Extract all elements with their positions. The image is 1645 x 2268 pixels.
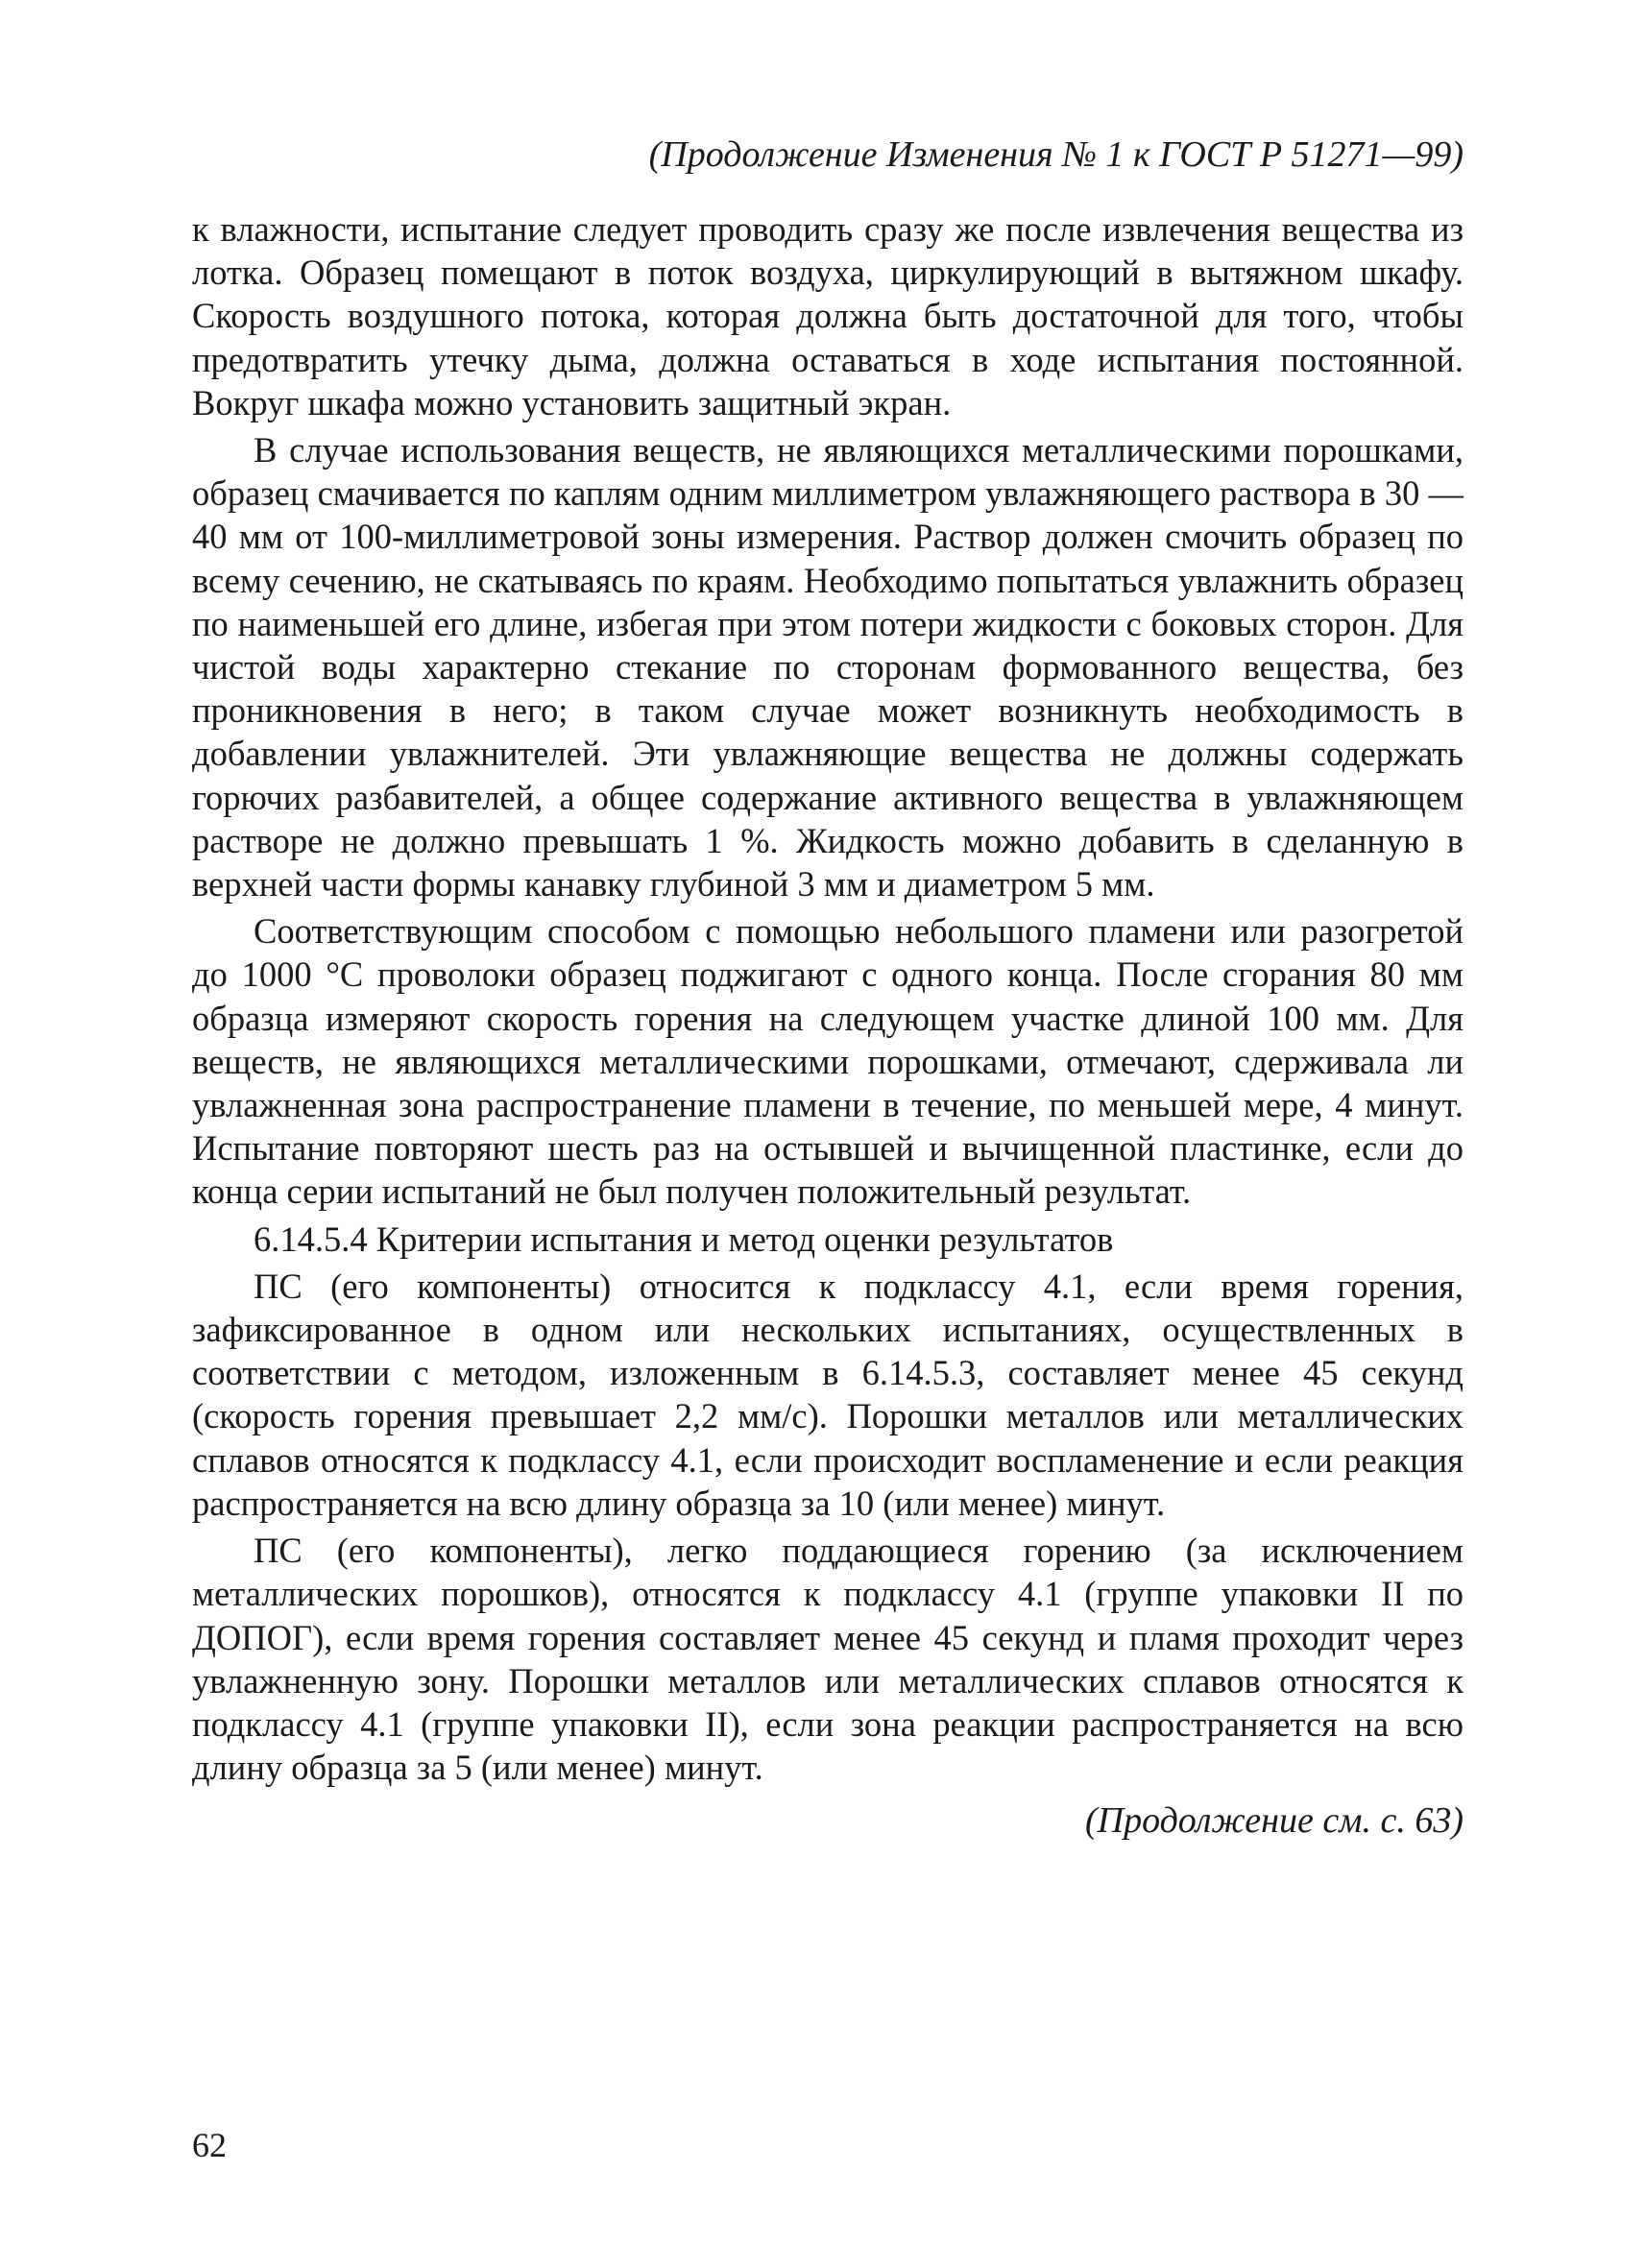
section-heading-6-14-5-4: 6.14.5.4 Критерии испытания и метод оценки результатов (254, 1218, 1114, 1259)
body-text (192, 207, 1464, 1789)
paragraph-5: ПС (его компоненты) относится к подклассу 4.1, если время горения, зафиксированное в одном или нескольких испытаниях, осуществленных в соответствии с методом, изложенным в 6.14.5.3, составляет менее 45 секунд (скорость горения превышает 2,2 мм/с). Порошки металлов или металлических сплавов относятся к подклассу 4.1, если происходит воспламенение и если реакция распространяется на всю длину образца за 10 (или менее) минут. (192, 1266, 1464, 1523)
paragraph-6: ПС (его компоненты), легко поддающиеся горению (за исключением металлических порошков), относятся к подклассу 4.1 (группе упаковки II по ДОПОГ), если время горения составляет менее 45 секунд и пламя проходит через увлажненную зону. Порошки металлов или металлических сплавов относятся к подклассу 4.1 (группе упаковки II), если зона реакции распространяется на всю длину образца за 5 (или менее) минут. (192, 1531, 1464, 1788)
paragraph-1: к влажности, испытание следует проводить сразу же после извлечения вещества из лотка. Образец помещают в поток воздуха, циркулирующий в вытяжном шкафу. Скорость воздушного потока, которая должна быть достаточной для того, чтобы предотвратить утечку дыма, должна оставаться в ходе испытания постоянной. Вокруг шкафа можно установить защитный экран. (192, 209, 1464, 422)
running-title: (Продолжение Изменения № 1 к ГОСТ Р 51271—99) (648, 134, 1464, 175)
continuation-note: (Продолжение см. с. 63) (1084, 1800, 1464, 1842)
document-page (192, 115, 1464, 1843)
paragraph-3: Соответствующим способом с помощью небольшого пламени или разогретой до 1000 °С проволоки образец поджигают с одного конца. После сгорания 80 мм образца измеряют скорость горения на следующем участке длиной 100 мм. Для веществ, не являющихся металлическими порошками, отмечают, сдерживала ли увлажненная зона распространение пламени в течение, по меньшей мере, 4 минут. Испытание повторяют шесть раз на остывшей и вычищенной пластинке, если до конца серии испытаний не был получен положительный результат. (192, 911, 1464, 1212)
paragraph-2: В случае использования веществ, не являющихся металлическими порошками, образец смачивается по каплям одним миллиметром увлажняющего раствора в 30 — 40 мм от 100-миллиметровой зоны измерения. Раствор должен смочить образец по всему сечению, не скатываясь по краям. Необходимо попытаться увлажнить образец по наименьшей его длине, избегая при этом потери жидкости с боковых сторон. Для чистой воды характерно стекание по сторонам формованного вещества, без проникновения в него; в таком случае может возникнуть необходимость в добавлении увлажнителей. Эти увлажняющие вещества не должны содержать горючих разбавителей, а общее содержание активного вещества в увлажняющем растворе не должно превышать 1 %. Жидкость можно добавить в сделанную в верхней части формы канавку глубиной 3 мм и диаметром 5 мм. (192, 430, 1464, 905)
page-number: 62 (192, 2126, 227, 2164)
